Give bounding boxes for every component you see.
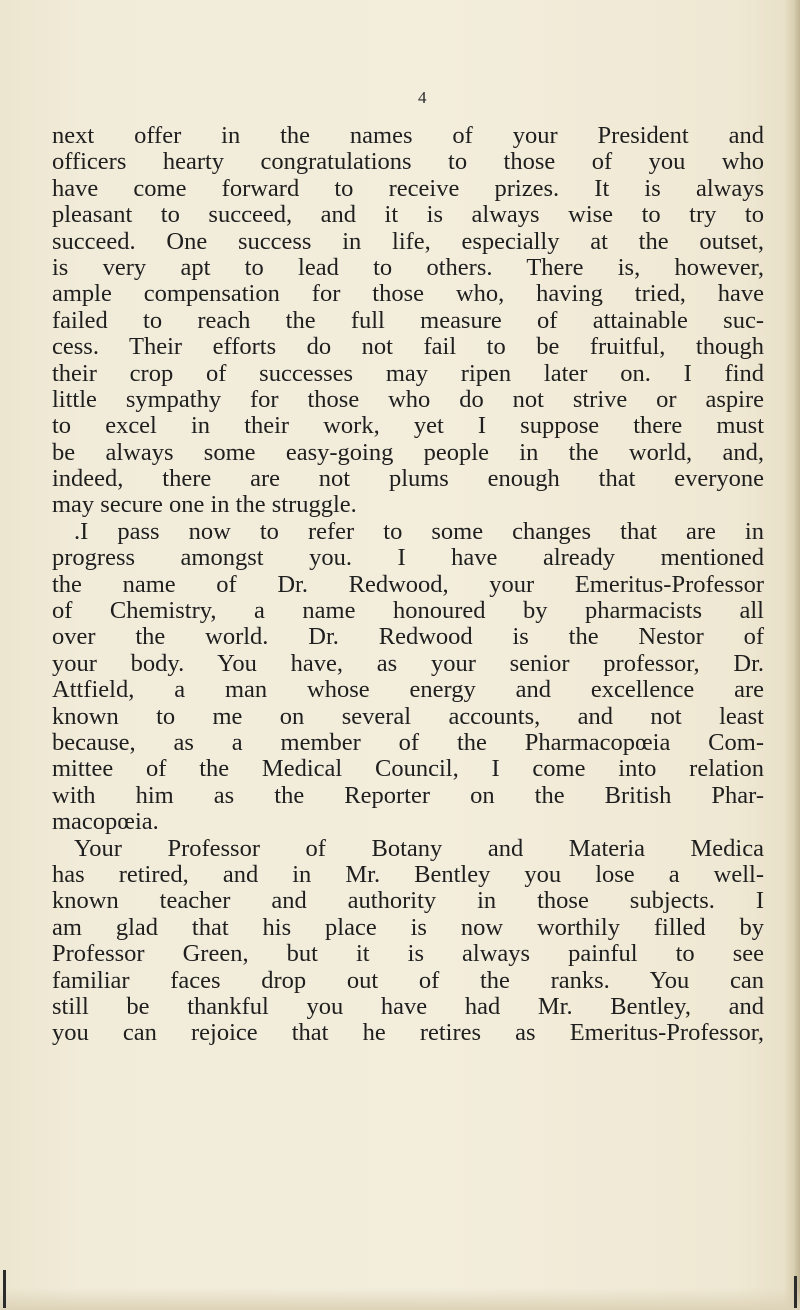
text-line: your body. You have, as your senior professor, Dr.: [52, 649, 764, 677]
text-line: little sympathy for those who do not strive or aspire: [52, 385, 764, 413]
text-line: mittee of the Medical Council, I come into relation: [52, 755, 764, 783]
text-line: Attfield, a man whose energy and excellence are: [52, 676, 764, 704]
text-line: may secure one in the struggle.: [52, 491, 357, 519]
text-line: ample compensation for those who, having tried, have: [52, 280, 764, 308]
text-line: over the world. Dr. Redwood is the Nestor of: [52, 623, 764, 651]
page-bottom-shadow: [0, 1288, 800, 1310]
text-line: next offer in the names of your President and: [52, 122, 764, 149]
scan-margin-mark: [794, 1276, 797, 1308]
text-line: of Chemistry, a name honoured by pharmacists all: [52, 597, 764, 625]
text-line: known teacher and authority in those subjects. I: [52, 887, 764, 915]
text-line: am glad that his place is now worthily filled by: [52, 913, 764, 941]
text-line: cess. Their efforts do not fail to be fruitful, though: [52, 333, 764, 361]
text-line: their crop of successes may ripen later on. I find: [52, 359, 764, 387]
text-line: officers hearty congratulations to those of you who: [52, 148, 764, 176]
text-line: you can rejoice that he retires as Emeritus-Professor,: [52, 1019, 764, 1047]
page-edge-shadow: [784, 0, 800, 1310]
text-line: indeed, there are not plums enough that everyone: [52, 465, 764, 493]
text-line: because, as a member of the Pharmacopœia Com-: [52, 728, 764, 756]
text-line: succeed. One success in life, especially at the outset,: [52, 227, 764, 255]
text-line: with him as the Reporter on the British Phar-: [52, 781, 764, 809]
scan-margin-mark: [3, 1270, 6, 1308]
text-line: failed to reach the full measure of attainable suc-: [52, 306, 764, 334]
text-line: Your Professor of Botany and Materia Medica: [74, 834, 764, 862]
text-line: progress amongst you. I have already mentioned: [52, 544, 764, 572]
text-line: known to me on several accounts, and not least: [52, 702, 764, 730]
text-line: still be thankful you have had Mr. Bentley, and: [52, 992, 764, 1020]
text-line: Professor Green, but it is always painful to see: [52, 940, 764, 968]
body-text: [52, 123, 764, 1047]
page-number: 4: [418, 88, 427, 107]
text-line: macopœia.: [52, 808, 159, 836]
text-line: the name of Dr. Redwood, your Emeritus-Professor: [52, 570, 764, 598]
text-line: to excel in their work, yet I suppose there must: [52, 412, 764, 440]
text-line: have come forward to receive prizes. It is always: [52, 174, 764, 202]
text-line: .I pass now to refer to some changes that are in: [74, 517, 764, 545]
text-line: is very apt to lead to others. There is, however,: [52, 253, 764, 281]
text-line: familiar faces drop out of the ranks. You can: [52, 966, 764, 994]
text-line: has retired, and in Mr. Bentley you lose a well-: [52, 860, 764, 888]
text-line: pleasant to succeed, and it is always wise to try to: [52, 201, 764, 229]
text-line: be always some easy-going people in the world, and,: [52, 438, 764, 466]
